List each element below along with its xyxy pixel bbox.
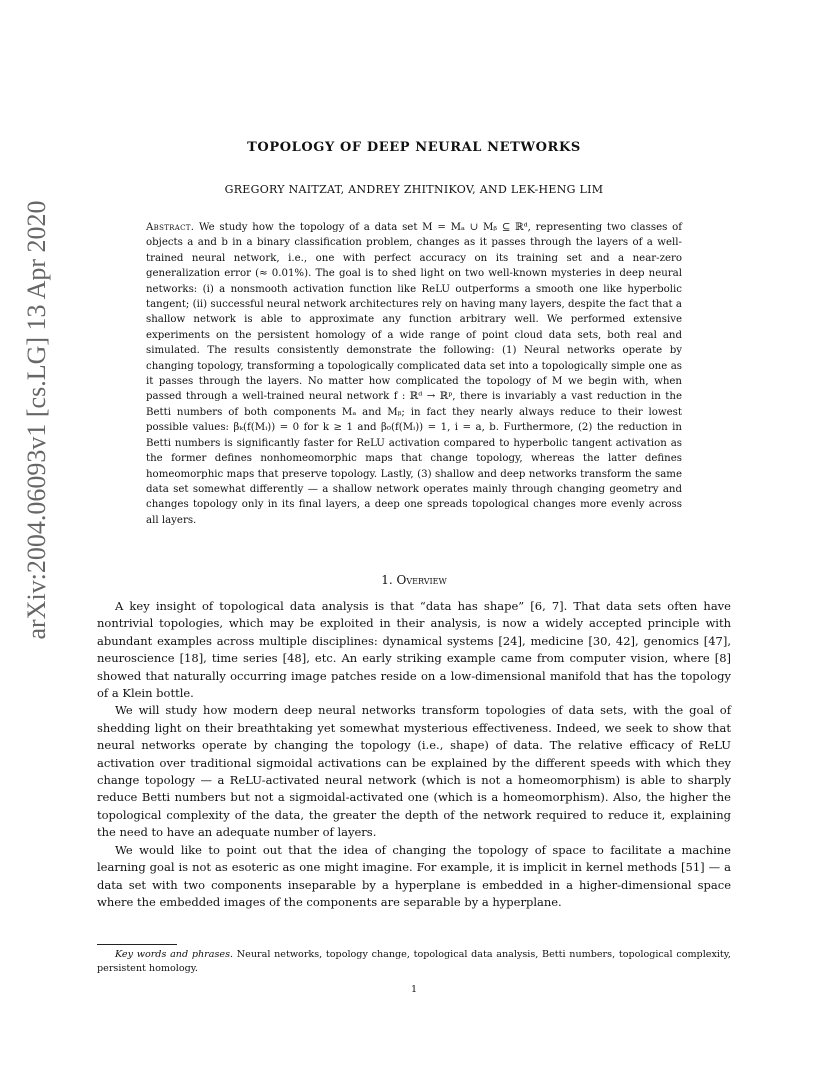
footnote-text: Neural networks, topology change, topological data analysis, Betti numbers, topological complexity, persistent homology. [97, 949, 731, 974]
section-number: 1. [381, 573, 393, 587]
section-heading [0, 573, 828, 587]
body-paragraph: We would like to point out that the idea of changing the topology of space to facilitate a machine learning goal is not as esoteric as one might imagine. For example, it is implicit in kernel methods [51] — a data set with two components inseparable by a hyperplane is embedded in a higher-dimensional space where the embedded images of the components are separable by a hyperplane. [97, 842, 731, 909]
footnote [97, 948, 731, 976]
arxiv-identifier-stamp: arXiv:2004.06093v1 [cs.LG] 13 Apr 2020 [22, 200, 51, 640]
footnote-rule [97, 944, 177, 945]
abstract [146, 220, 682, 528]
body-paragraph: A key insight of topological data analysis is that “data has shape” [6, 7]. That data sets often have nontrivial topologies, which may be exploited in their analysis, is now a widely accepted principle with abundant examples across multiple disciplines: dynamical systems [24], medicine [30, 42], genomics [47], neuroscience [18], time series [48], etc. An early striking example came from computer vision, where [8] showed that naturally occurring image patches reside on a low-dimensional manifold that has the topology of a Klein bottle. [97, 599, 731, 701]
abstract-label: Abstract. [146, 222, 195, 233]
abstract-text: We study how the topology of a data set M = Mₐ ∪ Mᵦ ⊆ ℝᵈ, representing two classes of objects a and b in a binary classification problem, changes as it passes through the layers of a well-trained neural network, i.e., one with perfect accuracy on its training set and a near-zero generalization error (≈ 0.01%). The goal is to shed light on two well-known mysteries in deep neural networks: (i) a nonsmooth activation function like ReLU outperforms a smooth one like hyperbolic tangent; (ii) successful neural network architectures rely on having many layers, despite the fact that a shallow network is able to approximate any function arbitrary well. We performed extensive experiments on the persistent homology of a wide range of point cloud data sets, both real and simulated. The results consistently demonstrate the following: (1) Neural networks operate by changing topology, transforming a topologically complicated data set into a topologically simple one as it passes through the layers. No matter how complicated the topology of M we begin with, when passed through a well-trained neural network f : ℝᵈ → ℝᵖ, there is invariably a vast reduction in the Betti numbers of both components Mₐ and Mᵦ; in fact they nearly always reduce to their lowest possible values: βₖ(f(Mᵢ)) = 0 for k ≥ 1 and β₀(f(Mᵢ)) = 1, i = a, b. Furthermore, (2) the reduction in Betti numbers is significantly faster for ReLU activation compared to hyperbolic tangent activation as the former defines nonhomeomorphic maps that change topology, whereas the latter defines homeomorphic maps that preserve topology. Lastly, (3) shallow and deep networks transform the same data set somewhat differently — a shallow network operates mainly through changing geometry and changes topology only in its final layers, a deep one spreads topological changes more evenly across all layers. [146, 222, 682, 526]
paper-authors: GREGORY NAITZAT, ANDREY ZHITNIKOV, AND LEK-HENG LIM [224, 183, 604, 196]
body-text [97, 598, 731, 911]
footnote-label: Key words and phrases. [115, 949, 234, 960]
body-paragraph: We will study how modern deep neural networks transform topologies of data sets, with the goal of shedding light on their breathtaking yet somewhat mysterious effectiveness. Indeed, we seek to show that neural networks operate by changing the topology (i.e., shape) of data. The relative efficacy of ReLU activation over traditional sigmoidal activations can be explained by the different speeds with which they change topology — a ReLU-activated neural network (which is not a homeomorphism) is able to sharply reduce Betti numbers but not a sigmoidal-activated one (which is a homeomorphism). Also, the higher the topological complexity of the data, the greater the depth of the network required to reduce it, explaining the need to have an adequate number of layers. [97, 703, 731, 840]
section-name: Overview [396, 573, 447, 587]
page-number: 1 [410, 984, 418, 995]
paper-title: TOPOLOGY OF DEEP NEURAL NETWORKS [247, 140, 581, 155]
